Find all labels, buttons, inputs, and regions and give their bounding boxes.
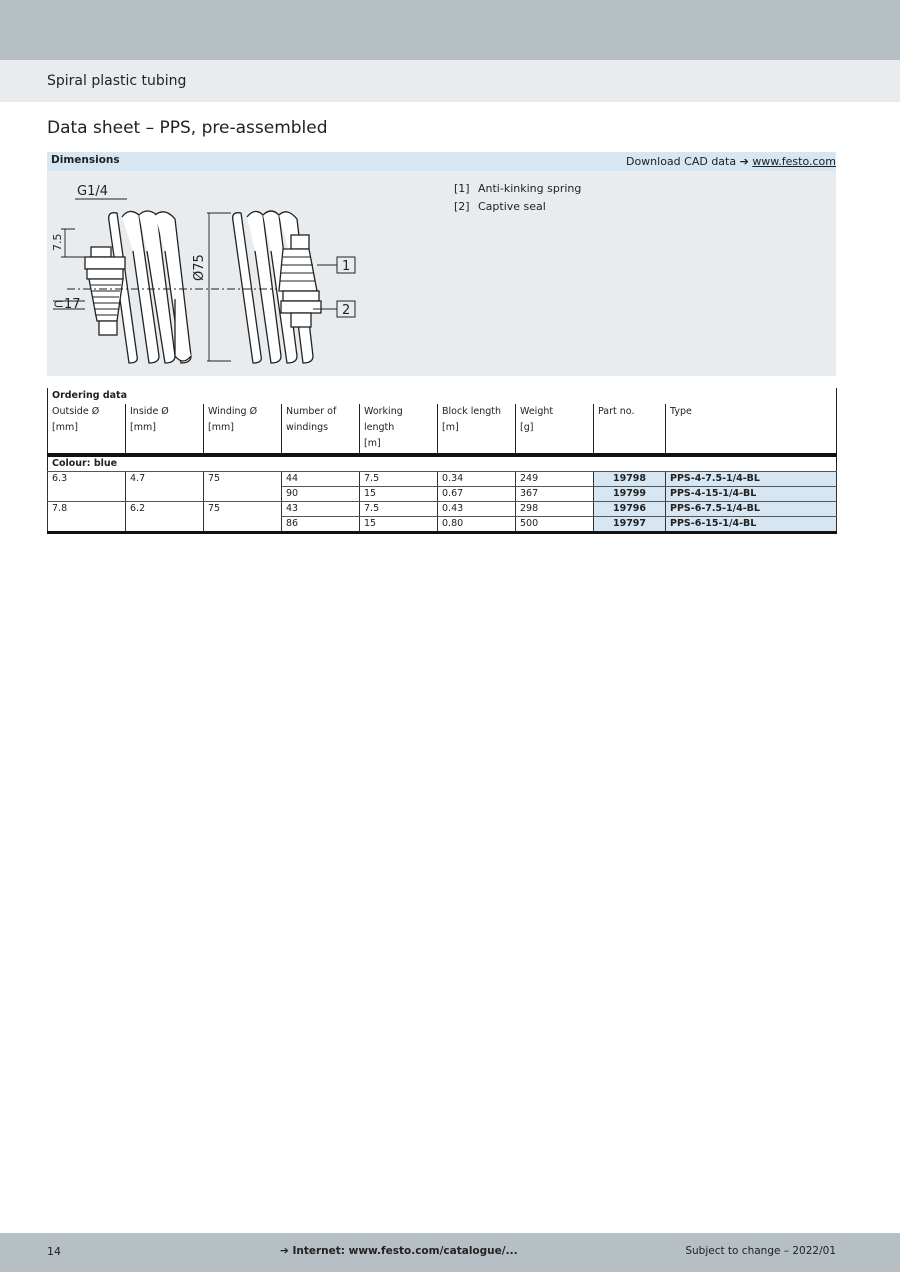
type-code: PPS-6-7.5-1/4-BL [666,502,837,517]
cell: 0.43 [438,502,516,517]
cell: 500 [516,517,594,533]
cell: 0.80 [438,517,516,533]
thread-label: G1/4 [77,184,108,199]
cell: 90 [282,487,360,502]
cell: 15 [360,517,438,533]
diameter-label: Ø75 [192,254,207,281]
section-title: Spiral plastic tubing [47,73,187,89]
cell: 15 [360,487,438,502]
cell: 6.2 [126,502,204,517]
internet-link[interactable]: ➔ Internet: www.festo.com/catalogue/... [280,1245,518,1257]
colour-label: Colour: blue [48,455,837,472]
legend [454,180,581,216]
page-number: 14 [47,1245,61,1258]
column-header: Inside Ø [mm] [126,404,204,455]
left-fitting [85,247,125,335]
top-bar [0,0,900,60]
legend-text: Anti-kinking spring [478,182,582,195]
cell [204,517,282,533]
cell [204,487,282,502]
cad-text: Download CAD data [625,155,737,168]
cell: 75 [204,472,282,487]
callout-1: 1 [342,259,351,274]
part-number: 19799 [594,487,666,502]
legend-text: Captive seal [478,200,546,213]
cell [126,517,204,533]
table-row [48,517,837,533]
legend-number: [2] [454,200,470,213]
dimensions-title: Dimensions [51,154,120,166]
part-number: 19796 [594,502,666,517]
column-header: Block length [m] [438,404,516,455]
table-header-row [48,404,837,455]
type-code: PPS-6-15-1/4-BL [666,517,837,533]
cell: 249 [516,472,594,487]
download-cad-link[interactable] [626,155,836,168]
cell: 7.8 [48,502,126,517]
arrow-icon: ➔ [739,155,749,168]
table-row [48,472,837,487]
page-title: Data sheet – PPS, pre-assembled [47,118,328,138]
cell [48,487,126,502]
footer [0,1233,900,1272]
ordering-title: Ordering data [48,388,837,404]
legend-item [454,180,581,198]
column-header: Weight [g] [516,404,594,455]
cell: 367 [516,487,594,502]
type-code: PPS-4-7.5-1/4-BL [666,472,837,487]
ordering-data-table [47,388,836,534]
cell: 4.7 [126,472,204,487]
legend-item [454,198,581,216]
legend-number: [1] [454,182,470,195]
cell: 86 [282,517,360,533]
dimension-drawing [47,171,377,371]
column-header: Working length [m] [360,404,438,455]
length-label: 7.5 [51,233,64,251]
column-header: Part no. [594,404,666,455]
change-notice: Subject to change – 2022/01 [685,1245,836,1257]
cell: 7.5 [360,472,438,487]
cell: 75 [204,502,282,517]
cad-url[interactable]: www.festo.com [752,155,836,168]
column-header: Winding Ø [mm] [204,404,282,455]
cell: 0.34 [438,472,516,487]
column-header: Outside Ø [mm] [48,404,126,455]
cell: 44 [282,472,360,487]
cell: 6.3 [48,472,126,487]
column-header: Number of windings [282,404,360,455]
table-row [48,502,837,517]
right-fitting [279,235,321,327]
part-number: 19797 [594,517,666,533]
wrench-symbol: ⊂ [53,297,64,312]
cell [126,487,204,502]
cell: 298 [516,502,594,517]
wrench-label: 17 [64,297,81,312]
cell [48,517,126,533]
table-row [48,487,837,502]
cell: 0.67 [438,487,516,502]
cell: 7.5 [360,502,438,517]
column-header: Type [666,404,837,455]
callout-2: 2 [342,303,351,318]
part-number: 19798 [594,472,666,487]
type-code: PPS-4-15-1/4-BL [666,487,837,502]
cell: 43 [282,502,360,517]
